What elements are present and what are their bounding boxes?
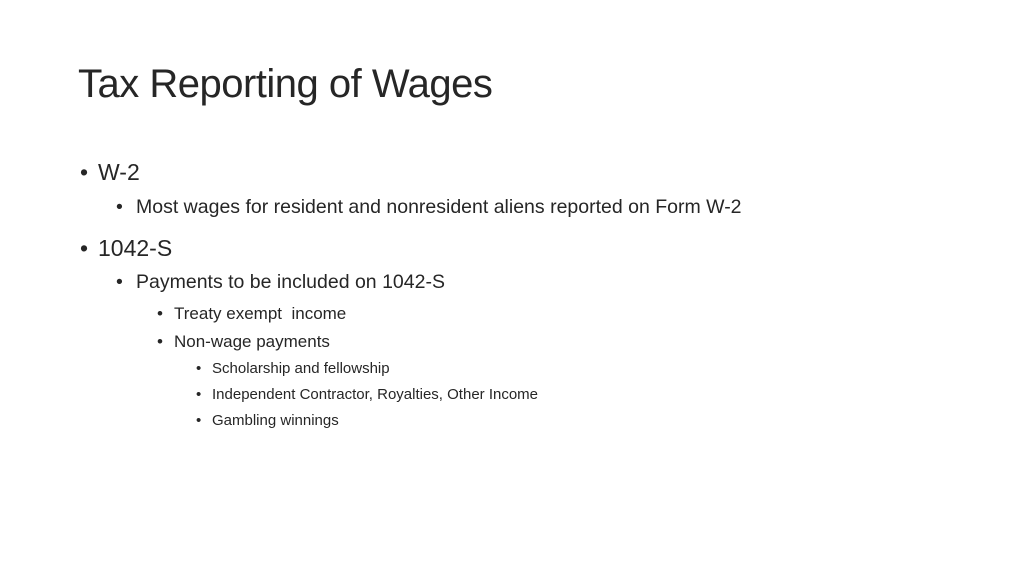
bullet-icon: • xyxy=(157,304,163,323)
bullet-text: Non-wage payments xyxy=(174,332,330,351)
bullet-text: 1042-S xyxy=(98,235,173,261)
bullet-icon: • xyxy=(196,386,202,403)
bullet-text: Scholarship and fellowship xyxy=(212,360,390,377)
bullet-icon: • xyxy=(157,332,163,351)
bullet-text: Independent Contractor, Royalties, Other Income xyxy=(212,386,539,403)
bullet-icon: • xyxy=(116,271,123,293)
bullet-text: Payments to be included on 1042-S xyxy=(136,271,445,293)
bullet-icon: • xyxy=(116,196,123,218)
bullet-icon: • xyxy=(80,159,89,185)
slide-title: Tax Reporting of Wages xyxy=(78,62,493,106)
bullet-text: Treaty exempt income xyxy=(174,304,347,323)
bullet-icon: • xyxy=(80,235,89,261)
bullet-text: Most wages for resident and nonresident aliens reported on Form W-2 xyxy=(136,196,742,218)
bullet-icon: • xyxy=(196,360,202,377)
bullet-icon: • xyxy=(196,412,202,429)
bullet-text: Gambling winnings xyxy=(212,412,339,429)
bullet-text: W-2 xyxy=(98,159,140,185)
